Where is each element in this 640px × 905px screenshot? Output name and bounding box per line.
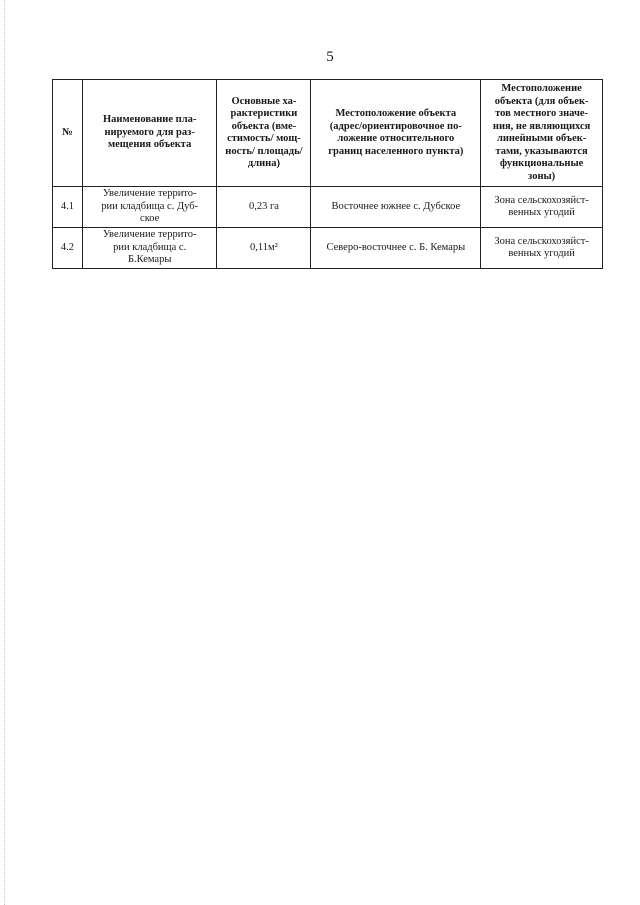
table-header-row [53,80,603,187]
cell-location: Северо-восточнее с. Б. Кемары [311,228,481,269]
cell-object-name: Увеличение террито- рии кладбища с. Б.Кемары [82,228,217,269]
scan-edge-line [4,0,5,905]
cell-object-name: Увеличение террито- рии кладбища с. Дуб- ское [82,187,217,228]
cell-number: 4.2 [53,228,83,269]
page-number: 5 [326,49,334,65]
header-functional-zone: Местоположение объекта (для объек- тов местного значе- ния, не являющихся линейными объек- тами, указываются функциональные зоны) [481,80,603,187]
header-location: Местоположение объекта (адрес/ориентировочное по- ложение относительного границ населенного пункта) [311,80,481,187]
header-object-name: Наименование пла- нируемого для раз- мещения объекта [82,80,217,187]
planned-objects-table [52,79,603,269]
cell-characteristics: 0,11м² [217,228,311,269]
cell-characteristics: 0,23 га [217,187,311,228]
cell-functional-zone: Зона сельскохозяйст- венных угодий [481,228,603,269]
header-number: № [53,80,83,187]
cell-number: 4.1 [53,187,83,228]
cell-location: Восточнее южнее с. Дубское [311,187,481,228]
header-characteristics: Основные ха- рактеристики объекта (вме- стимость/ мощ- ность/ площадь/ длина) [217,80,311,187]
table-row [53,187,603,228]
table-row [53,228,603,269]
cell-functional-zone: Зона сельскохозяйст- венных угодий [481,187,603,228]
